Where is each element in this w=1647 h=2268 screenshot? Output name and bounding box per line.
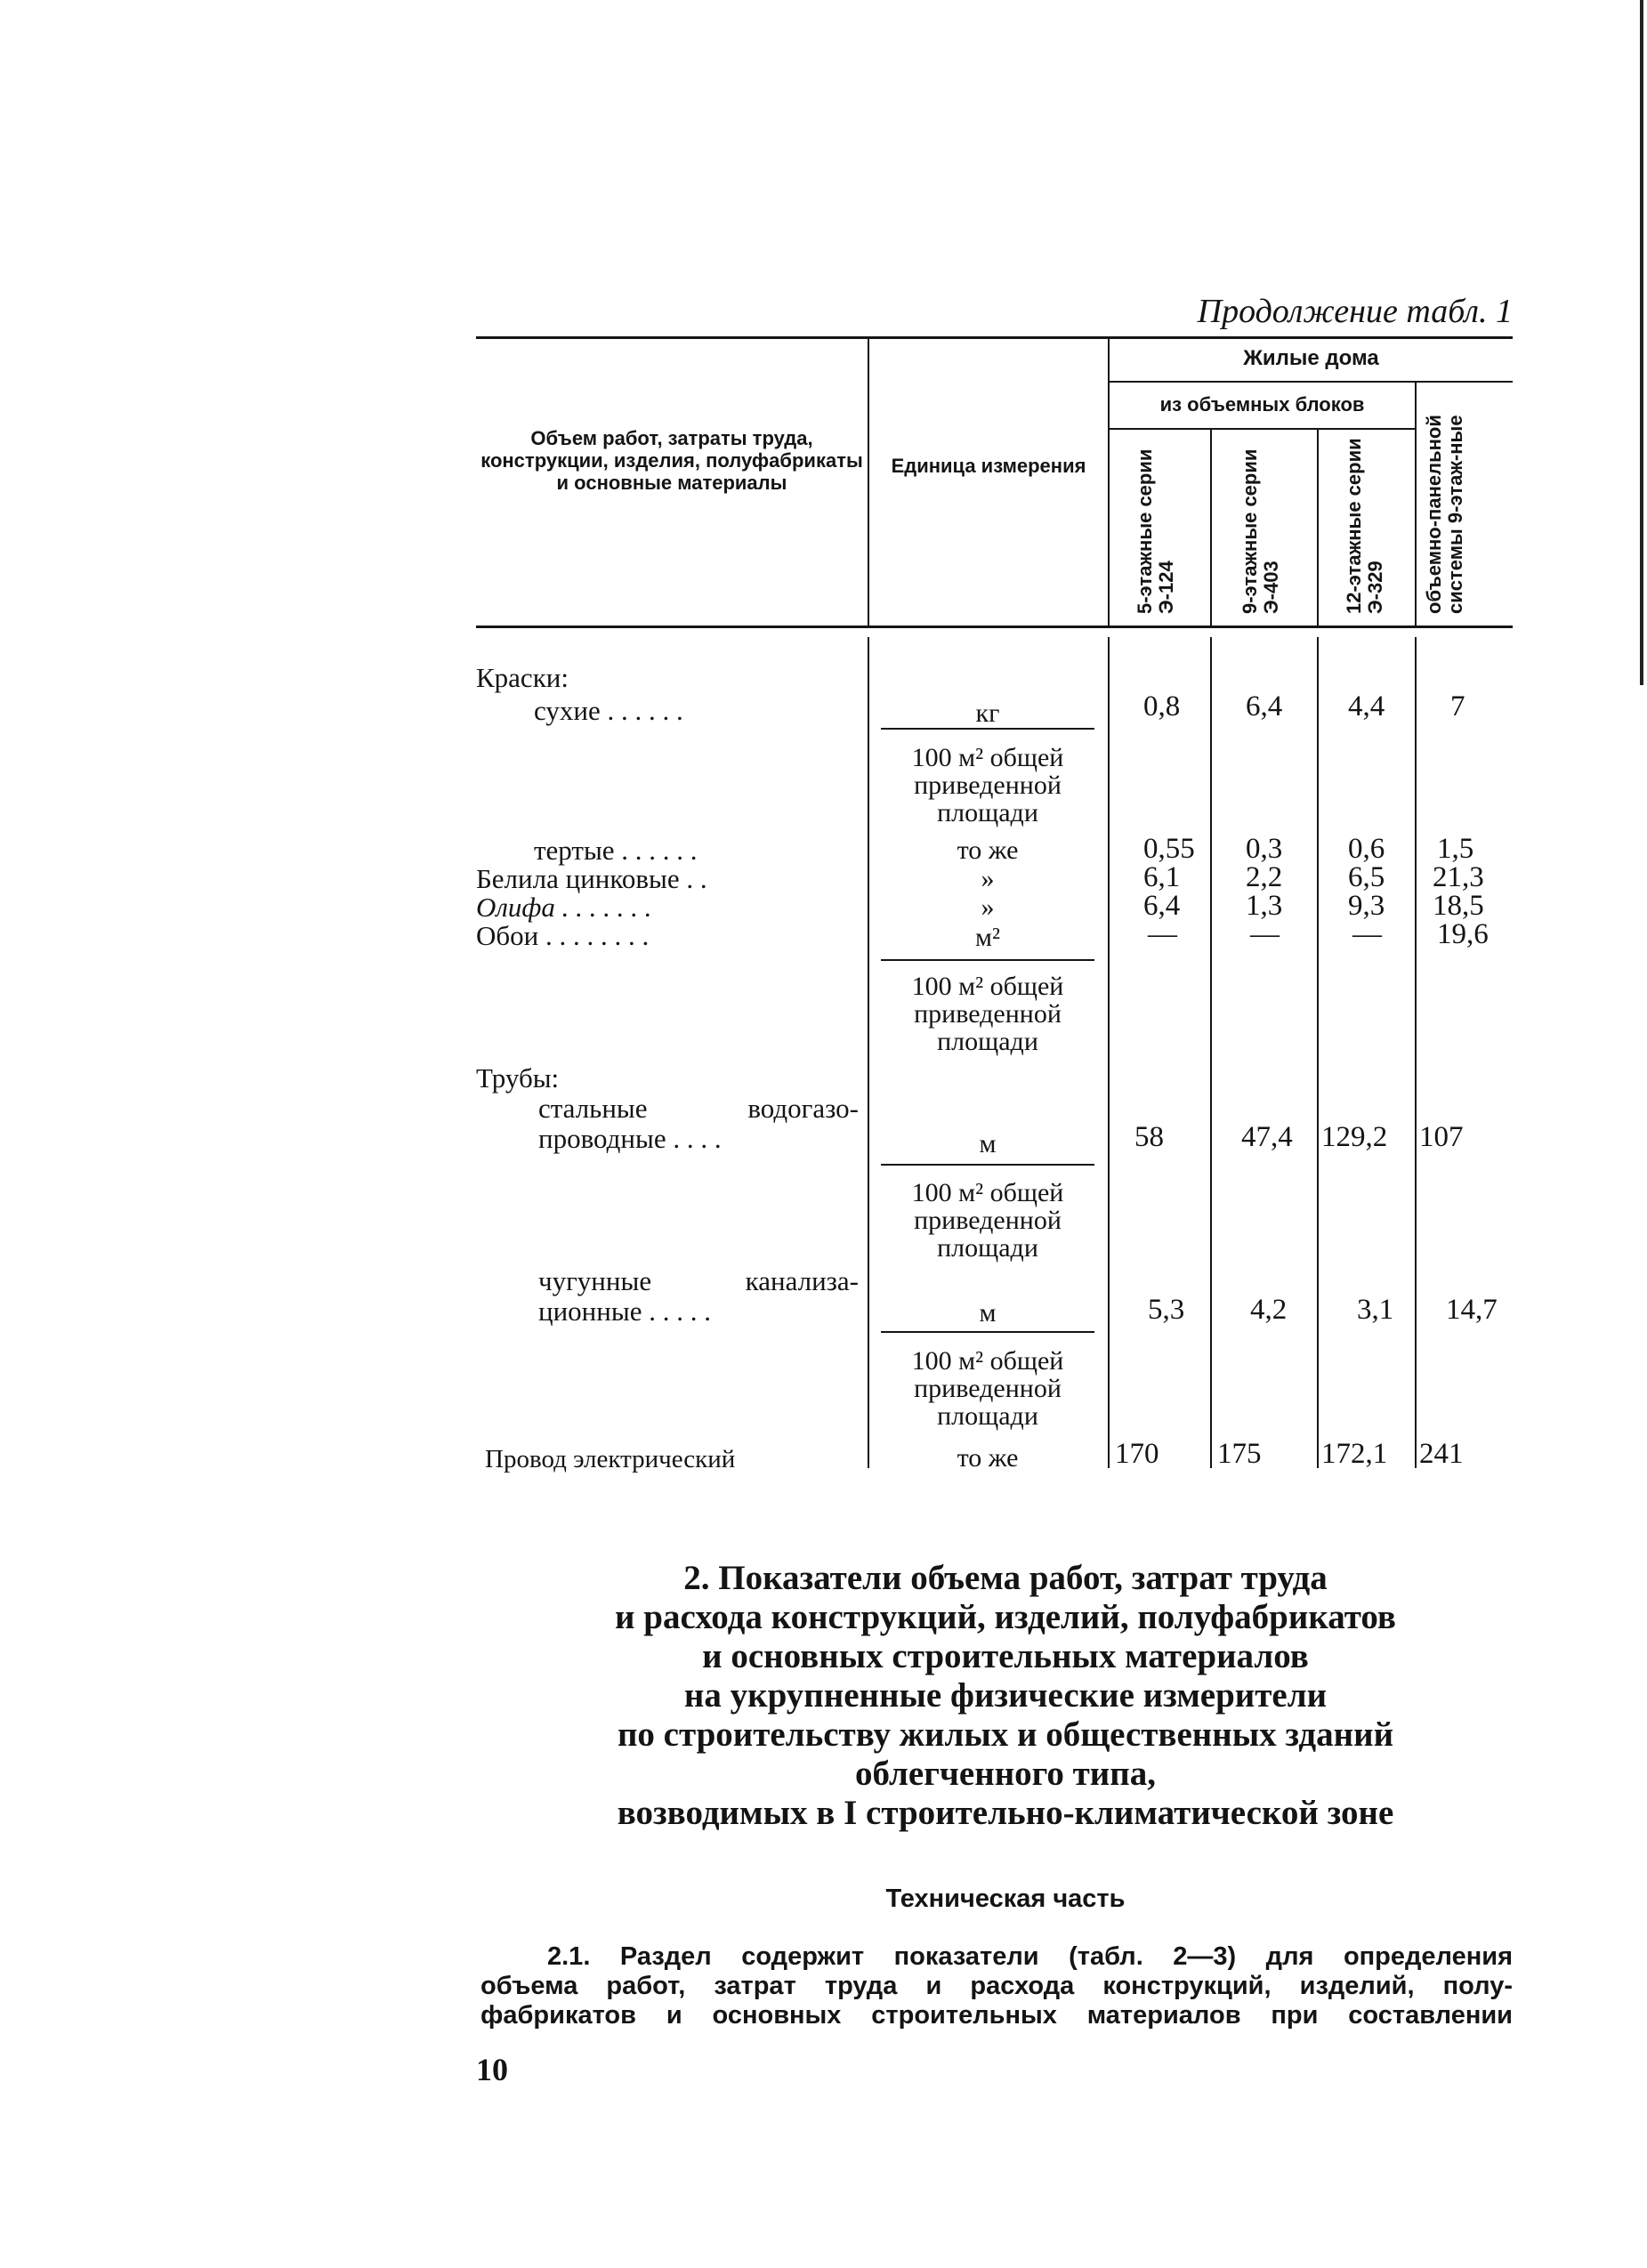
oboi-c2: —: [1250, 918, 1280, 950]
row-olifa: Олифа . . . . . . .: [476, 892, 652, 923]
header-subgroup: из объемных блоков: [1159, 393, 1365, 416]
section-title-line: по строительству жилых и общественных зданий: [617, 1715, 1394, 1754]
sukhie-c2: 6,4: [1246, 690, 1283, 722]
provod-c2: 175: [1217, 1438, 1262, 1470]
table-continuation-label: Продолжение табл. 1: [1197, 293, 1513, 330]
oboi-c3: —: [1352, 918, 1382, 950]
unit-chug: м: [979, 1298, 997, 1328]
body-divider-3: [1210, 637, 1212, 1468]
row-stalnye-1: стальные водогазо-: [538, 1093, 859, 1124]
header-c1: 5-этажные серии Э-124: [1134, 448, 1177, 614]
unit-area-a: 100 м² общей приведенной площади: [911, 743, 1064, 827]
unit-area-b: 100 м² общей приведенной площади: [911, 972, 1064, 1056]
row-truby: Трубы:: [476, 1062, 560, 1094]
row-chug-2: ционные . . . . .: [538, 1295, 711, 1327]
page-number: 10: [476, 2052, 508, 2087]
header-c3: 12-этажные серии Э-329: [1343, 438, 1386, 614]
scan-edge-line: [1640, 0, 1643, 685]
belila-c2: 2,2: [1246, 861, 1283, 893]
unit-rule-1: [881, 728, 1094, 730]
row-stalnye-2: проводные . . . .: [538, 1123, 722, 1154]
unit-belila: »: [981, 864, 995, 893]
unit-rule-4: [881, 1331, 1094, 1333]
section-title-line: облегченного типа,: [854, 1755, 1156, 1793]
subgroup-rule: [1108, 428, 1415, 430]
unit-area-d: 100 м² общей приведенной площади: [911, 1346, 1064, 1431]
body-divider-4: [1317, 637, 1319, 1468]
row-tertye: тертые . . . . . .: [534, 835, 698, 866]
body-divider-5: [1415, 637, 1417, 1468]
unit-rule-3: [881, 1164, 1094, 1166]
sukhie-c4: 7: [1450, 690, 1465, 722]
chug-c3: 3,1: [1357, 1294, 1394, 1326]
section-title-line: возводимых в I строительно-климатической зоне: [617, 1794, 1394, 1832]
chug-c4: 14,7: [1446, 1294, 1498, 1326]
paragraph-line: 2.1. Раздел содержит показатели (табл. 2—3) для определения: [547, 1942, 1513, 1971]
stalnye-c2: 47,4: [1241, 1121, 1293, 1153]
sukhie-c1: 0,8: [1143, 690, 1181, 722]
header-group: Жилые дома: [1243, 346, 1379, 370]
chug-c2: 4,2: [1250, 1294, 1288, 1326]
paragraph-2-1: [480, 1942, 1513, 2030]
unit-rule-2: [881, 959, 1094, 961]
section-title: [498, 1559, 1513, 1833]
row-belila: Белила цинковые . .: [476, 863, 707, 894]
row-chug-1: чугунные канализа-: [538, 1265, 859, 1296]
header-divider-2: [1108, 336, 1110, 626]
header-divider-1: [868, 336, 869, 626]
section-title-line: 2. Показатели объема работ, затрат труда: [683, 1559, 1328, 1597]
header-divider-4: [1317, 428, 1319, 626]
stalnye-c4: 107: [1419, 1121, 1464, 1153]
header-c2: 9-этажные серии Э-403: [1239, 448, 1282, 614]
section-title-line: и основных строительных материалов: [702, 1637, 1309, 1675]
tertye-c2: 0,3: [1246, 833, 1283, 865]
section-title-line: и расхода конструкций, изделий, полуфабрикатов: [615, 1598, 1396, 1636]
unit-oboi: м²: [975, 923, 1000, 952]
header-col2: Единица измерения: [891, 455, 1086, 477]
technical-part-heading: Техническая часть: [885, 1885, 1126, 1913]
row-oboi: Обои . . . . . . . .: [476, 920, 650, 951]
table: [476, 336, 1513, 1473]
row-kraski: Краски:: [476, 662, 569, 693]
table-top-rule: [476, 336, 1513, 339]
paragraph-line: объема работ, затрат труда и расхода конструкций, изделий, полу-: [480, 1972, 1513, 2000]
header-col1: Объем работ, затраты труда, конструкции, изделия, полуфабрикаты и основные материалы: [480, 427, 863, 494]
tertye-c4: 1,5: [1437, 833, 1474, 865]
row-provod: Провод электрический: [485, 1445, 736, 1473]
body-divider-2: [1108, 637, 1110, 1468]
sukhie-c3: 4,4: [1348, 690, 1385, 722]
header-divider-5: [1415, 381, 1417, 626]
belila-c3: 6,5: [1348, 861, 1385, 893]
unit-provod: то же: [957, 1443, 1019, 1473]
provod-c4: 241: [1419, 1438, 1464, 1470]
header-c4: объемно-панельной системы 9-этаж-ные: [1423, 415, 1466, 614]
stalnye-c3: 129,2: [1321, 1121, 1388, 1153]
unit-tertye: то же: [957, 835, 1019, 865]
belila-c4: 21,3: [1433, 861, 1484, 893]
section-title-line: на укрупненные физические измерители: [683, 1676, 1328, 1715]
header-bottom-rule: [476, 626, 1513, 628]
belila-c1: 6,1: [1143, 861, 1181, 893]
tertye-c3: 0,6: [1348, 833, 1385, 865]
header-divider-3: [1210, 428, 1212, 626]
olifa-c4: 18,5: [1433, 890, 1484, 922]
olifa-c2: 1,3: [1246, 890, 1283, 922]
unit-area-c: 100 м² общей приведенной площади: [911, 1178, 1064, 1263]
unit-stalnye: м: [979, 1129, 997, 1158]
olifa-c1: 6,4: [1143, 890, 1181, 922]
provod-c1: 170: [1115, 1438, 1159, 1470]
row-sukhie: сухие . . . . . .: [534, 695, 683, 726]
tertye-c1: 0,55: [1143, 833, 1195, 865]
stalnye-c1: 58: [1134, 1121, 1164, 1153]
olifa-c3: 9,3: [1348, 890, 1385, 922]
chug-c1: 5,3: [1148, 1294, 1185, 1326]
oboi-c1: —: [1148, 918, 1177, 950]
unit-olifa: »: [981, 892, 995, 922]
oboi-c4: 19,6: [1437, 918, 1489, 950]
paragraph-line: фабрикатов и основных строительных материалов при составлении: [480, 2001, 1513, 2030]
unit-sukhie: кг: [975, 698, 1000, 728]
provod-c3: 172,1: [1321, 1438, 1388, 1470]
